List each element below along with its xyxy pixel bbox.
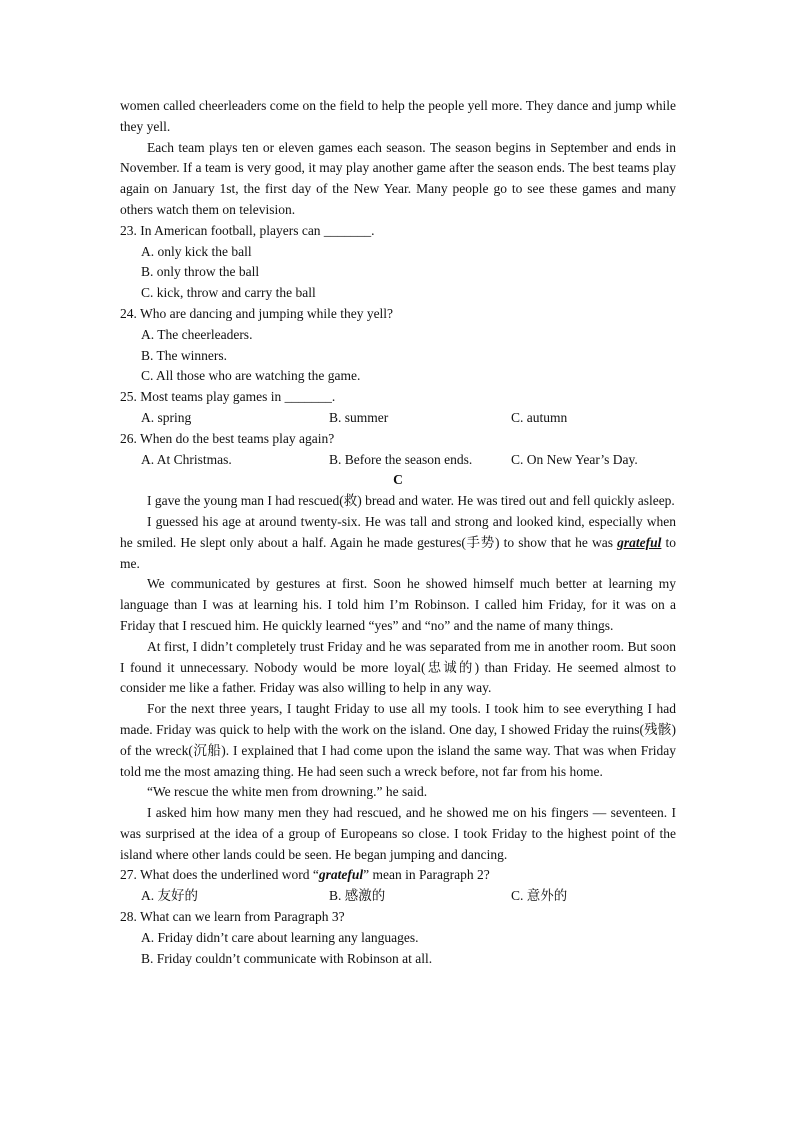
paragraph-2-text-end: to me. [120,534,676,571]
question-24-option-b: B. The winners. [141,347,227,363]
section-heading-c: C [393,472,403,488]
question-28-option-a: A. Friday didn’t care about learning any languages. [141,929,419,945]
passage-c-paragraph-2 [120,512,676,574]
passage-c-paragraph-4: At first, I didn’t completely trust Friday and he was separated from me in another room. But soon I found it unnecessary. Nobody would be more loyal(忠诚的) than Friday. He seemed almost to consider me like a father. Friday was also willing to help in any way. [120,638,676,696]
paragraph-2-text: I guessed his age at around twenty-six. He was tall and strong and looked kind, especially when he smiled. He slept only about a half. Again he made gestures(手势) to show that he was [120,513,676,550]
question-28-stem: 28. What can we learn from Paragraph 3? [120,909,345,925]
question-23-stem: 23. In American football, players can _______. [120,222,375,238]
question-25-stem: 25. Most teams play games in _______. [120,389,336,405]
question-27-option-b: B. 感激的 [329,888,386,904]
question-25-option-b: B. summer [329,409,389,425]
question-23-option-a: A. only kick the ball [141,243,252,259]
question-23-option-b: B. only throw the ball [141,264,260,280]
question-26-option-c: C. On New Year’s Day. [511,451,638,467]
underlined-word: grateful [617,534,662,550]
question-24-option-c: C. All those who are watching the game. [141,368,361,384]
passage-c-paragraph-7: I asked him how many men they had rescued, and he showed me on his fingers — seventeen. I was surprised at the idea of a group of Europeans so close. I took Friday to the highest point of the island where other lands could be seen. He began jumping and dancing. [120,805,676,862]
question-27-options [120,886,676,907]
question-28-option-b: B. Friday couldn’t communicate with Robinson at all. [141,950,433,966]
question-27-option-a: A. 友好的 [141,888,198,904]
passage-paragraph: women called cheerleaders come on the field to help the people yell more. They dance and jump while they yell. [120,98,676,134]
question-27-stem [120,865,676,886]
question-27-stem-end: ” mean in Paragraph 2? [363,867,490,883]
question-27-option-c: C. 意外的 [511,888,568,904]
question-26-option-a: A. At Christmas. [141,451,232,467]
question-25-option-c: C. autumn [511,409,568,425]
question-25-option-a: A. spring [141,409,192,425]
question-24-option-a: A. The cheerleaders. [141,326,253,342]
question-26-options [120,450,676,471]
question-23-option-c: C. kick, throw and carry the ball [141,285,316,301]
question-24-stem: 24. Who are dancing and jumping while they yell? [120,305,394,321]
document-page [120,96,676,969]
question-26-option-b: B. Before the season ends. [329,451,473,467]
question-27-word: grateful [318,867,364,883]
question-25-options [120,408,676,429]
question-27-stem-start: 27. What does the underlined word “ [120,867,319,883]
passage-c-paragraph-5: For the next three years, I taught Friday to use all my tools. I took him to see everything I had made. Friday was quick to help with the work on the island. One day, I showed Friday the ruins(残骸) of the wreck(沉船). I explained that I had come upon the island the same way. That was when Friday told me the most amazing thing. He had seen such a wreck before, not far from his home. [120,701,676,779]
question-26-stem: 26. When do the best teams play again? [120,430,335,446]
passage-paragraph: Each team plays ten or eleven games each season. The season begins in September and ends in November. If a team is very good, it may play another game after the season ends. The best teams play again on January 1st, the first day of the New Year. Many people go to see these games and many others watch them on television. [120,139,676,217]
passage-c-paragraph-3: We communicated by gestures at first. Soon he showed himself much better at learning my language than I was at learning his. I told him I’m Robinson. I called him Friday, for it was on a Friday that I rescued him. He quickly learned “yes” and “no” and the name of many things. [120,576,676,633]
passage-c-paragraph-1: I gave the young man I had rescued(救) bread and water. He was tired out and fell quickly asleep. [147,493,675,509]
passage-c-paragraph-6: “We rescue the white men from drowning.” he said. [147,784,428,800]
